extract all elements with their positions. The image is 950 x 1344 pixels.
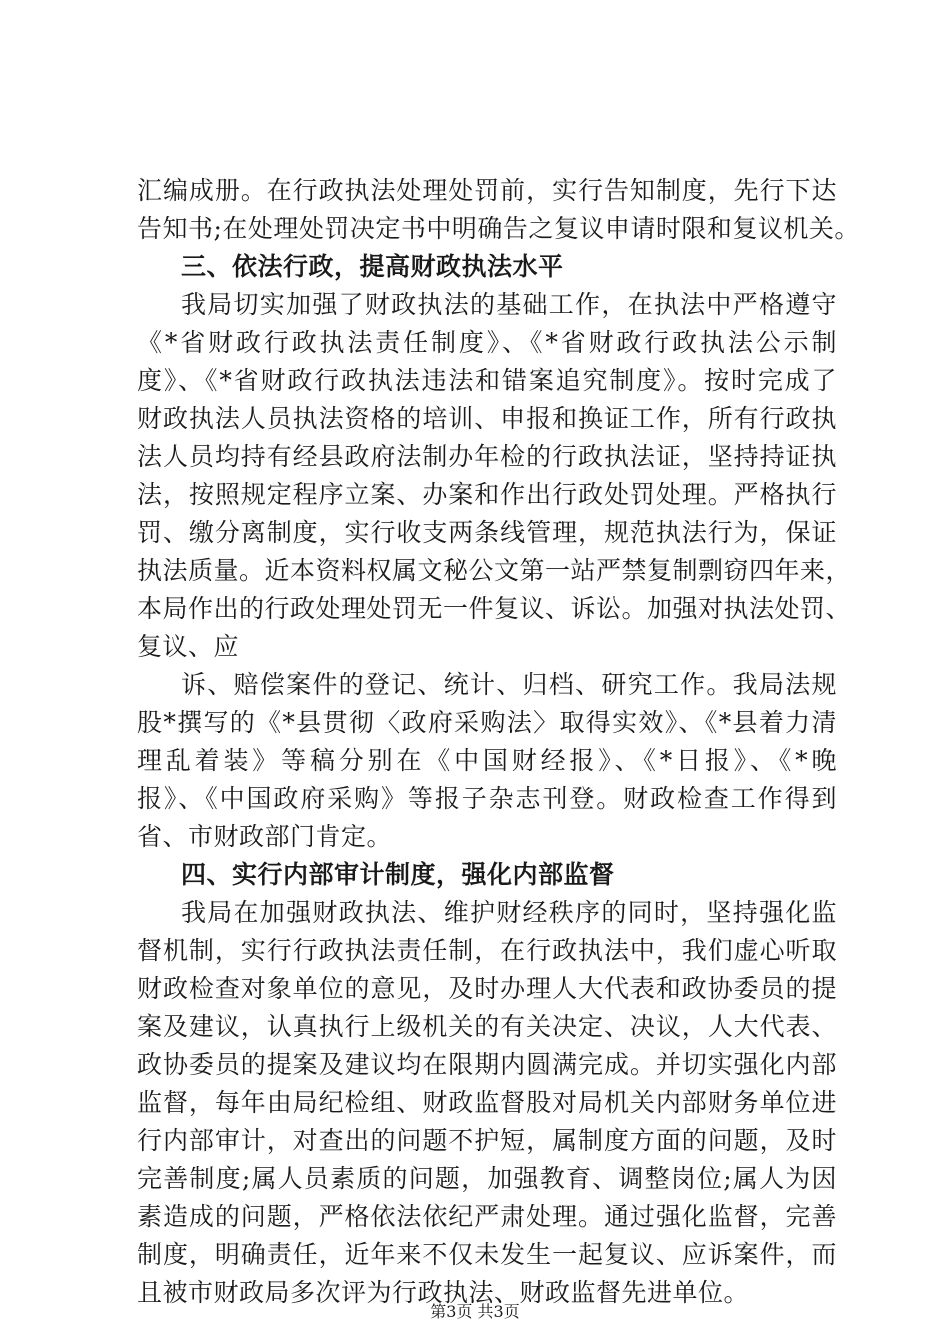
paragraph-last-line: 且被市财政局多次评为行政执法、财政监督先进单位。 <box>137 1278 750 1307</box>
paragraph-line: 法人员均持有经县政府法制办年检的行政执法证，坚持持证执 <box>137 442 837 471</box>
paragraph-line: 《*省财政行政执法责任制度》、《*省财政行政执法公示制 <box>137 328 837 357</box>
paragraph-line: 股*撰写的《*县贯彻〈政府采购法〉取得实效》、《*县着力清 <box>137 708 837 737</box>
paragraph-line: 完善制度;属人员素质的问题，加强教育、调整岗位;属人为因 <box>137 1164 837 1193</box>
paragraph-line: 报》、《中国政府采购》等报子杂志刊登。财政检查工作得到 <box>137 784 837 813</box>
paragraph-line: 素造成的问题，严格依法依纪严肃处理。通过强化监督，完善 <box>137 1202 837 1231</box>
paragraph-first-line: 诉、赔偿案件的登记、统计、归档、研究工作。我局法规 <box>181 670 837 699</box>
page-footer: 第3页 共3页 <box>430 1302 520 1321</box>
document-body <box>137 172 860 1312</box>
paragraph-last-line: 复议、应 <box>137 632 240 661</box>
paragraph-first-line: 我局切实加强了财政执法的基础工作，在执法中严格遵守 <box>181 290 837 319</box>
paragraph-line: 制度，明确责任，近年来不仅未发生一起复议、应诉案件，而 <box>137 1240 837 1269</box>
paragraph-line: 案及建议，认真执行上级机关的有关决定、决议，人大代表、 <box>137 1012 837 1041</box>
paragraph-line: 度》、《*省财政行政执法违法和错案追究制度》。按时完成了 <box>137 366 837 395</box>
paragraph-line: 告知书;在处理处罚决定书中明确告之复议申请时限和复议机关。 <box>137 214 860 243</box>
section-heading: 四、实行内部审计制度，强化内部监督 <box>181 860 615 889</box>
paragraph-first-line: 我局在加强财政执法、维护财经秩序的同时，坚持强化监 <box>181 898 837 927</box>
paragraph-line: 财政执法人员执法资格的培训、申报和换证工作，所有行政执 <box>137 404 837 433</box>
paragraph-line: 监督，每年由局纪检组、财政监督股对局机关内部财务单位进 <box>137 1088 837 1117</box>
paragraph-last-line: 省、市财政部门肯定。 <box>137 822 393 851</box>
section-heading: 三、依法行政，提高财政执法水平 <box>181 252 564 281</box>
paragraph-line: 汇编成册。在行政执法处理处罚前，实行告知制度，先行下达 <box>137 176 837 205</box>
paragraph-line: 法，按照规定程序立案、办案和作出行政处罚处理。严格执行 <box>137 480 837 509</box>
paragraph-line: 行内部审计，对查出的问题不护短，属制度方面的问题，及时 <box>137 1126 837 1155</box>
paragraph-line: 督机制，实行行政执法责任制，在行政执法中，我们虚心听取 <box>137 936 837 965</box>
paragraph-line: 理乱着装》等稿分别在《中国财经报》、《*日报》、《*晚 <box>137 746 837 775</box>
paragraph-line: 执法质量。近本资料权属文秘公文第一站严禁复制剽窃四年来， <box>137 556 852 585</box>
paragraph-line: 财政检查对象单位的意见，及时办理人大代表和政协委员的提 <box>137 974 837 1003</box>
paragraph-line: 罚、缴分离制度，实行收支两条线管理，规范执法行为，保证 <box>137 518 837 547</box>
paragraph-line: 本局作出的行政处理处罚无一件复议、诉讼。加强对执法处罚、 <box>137 594 852 623</box>
paragraph-line: 政协委员的提案及建议均在限期内圆满完成。并切实强化内部 <box>137 1050 837 1079</box>
